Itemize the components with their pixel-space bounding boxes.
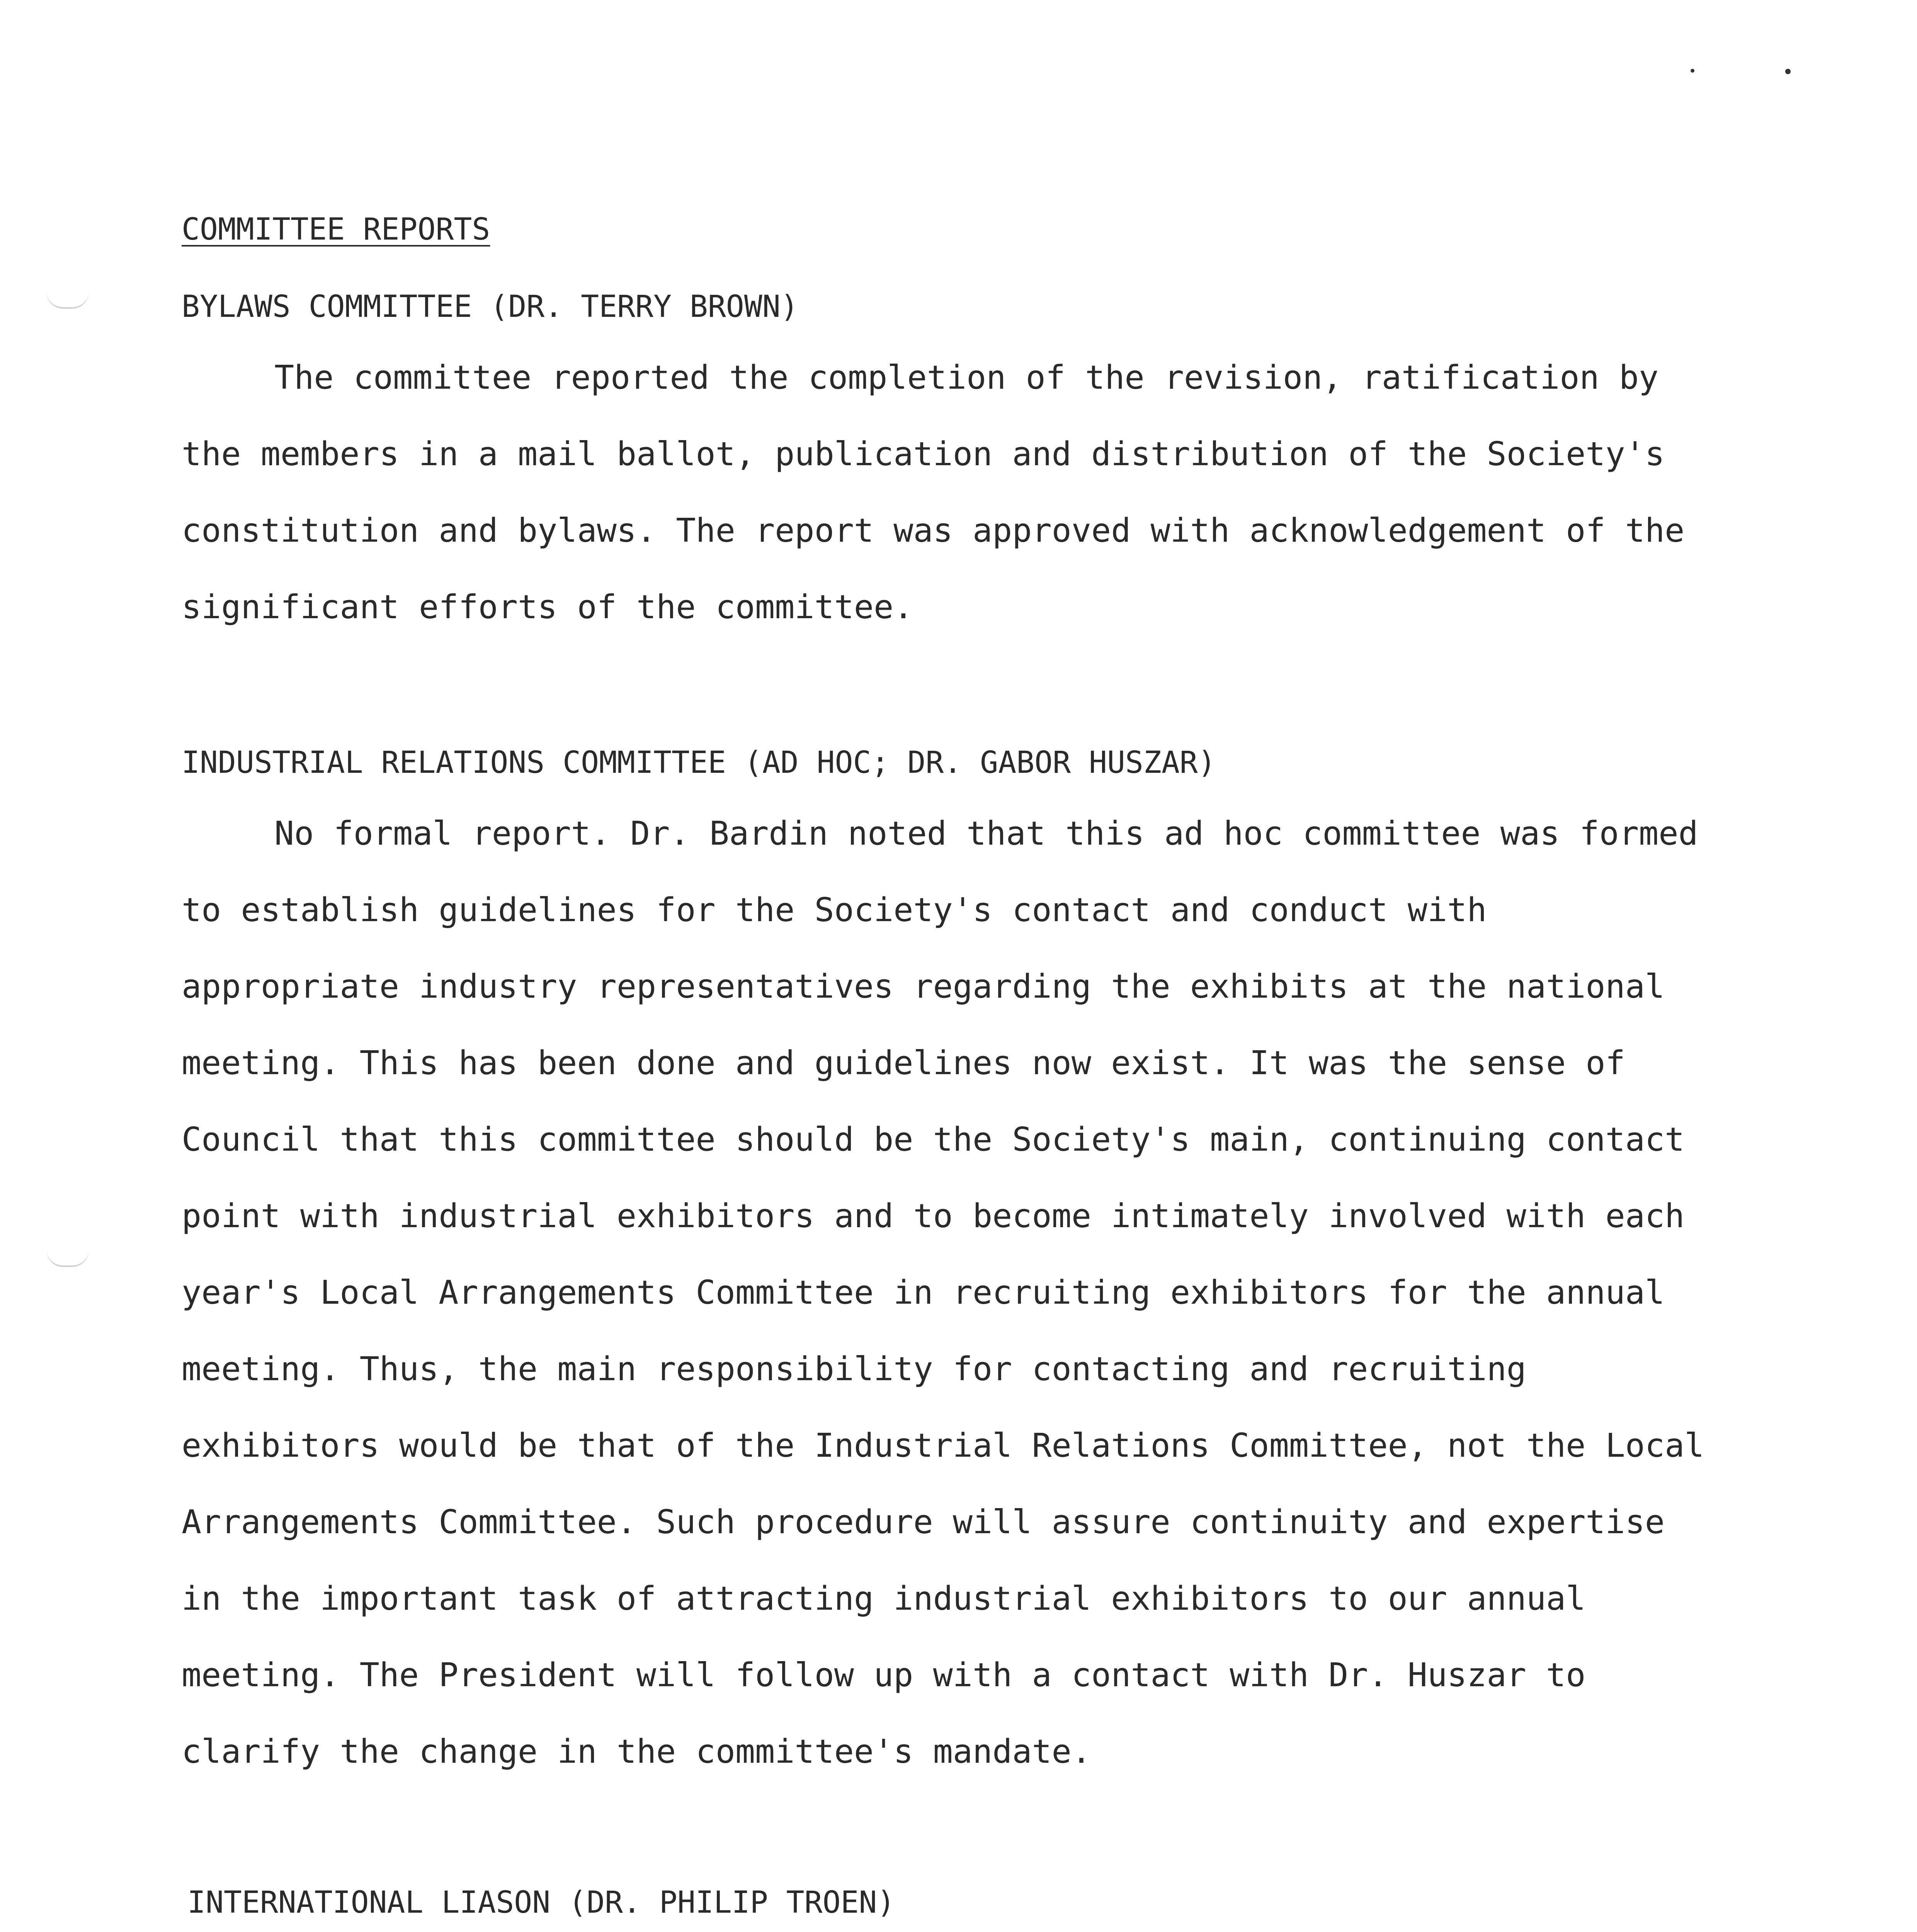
industrial-line: No formal report. Dr. Bardin noted that this ad hoc committee was formed: [274, 815, 1698, 853]
industrial-line: in the important task of attracting industrial exhibitors to our annual: [182, 1580, 1586, 1618]
industrial-line: meeting. The President will follow up with a contact with Dr. Huszar to: [182, 1656, 1586, 1694]
section-title: COMMITTEE REPORTS: [182, 212, 490, 247]
bylaws-line: constitution and bylaws. The report was approved with acknowledgement of the: [182, 512, 1685, 550]
bylaws-line: significant efforts of the committee.: [182, 588, 913, 626]
industrial-line: point with industrial exhibitors and to become intimately involved with each: [182, 1197, 1685, 1235]
scan-speck: [1785, 69, 1791, 74]
industrial-line: year's Local Arrangements Committee in recruiting exhibitors for the annual: [182, 1274, 1665, 1312]
industrial-line: to establish guidelines for the Society's contact and conduct with: [182, 891, 1487, 929]
industrial-line: meeting. Thus, the main responsibility for contacting and recruiting: [182, 1350, 1526, 1388]
industrial-line: Arrangements Committee. Such procedure will assure continuity and expertise: [182, 1503, 1665, 1541]
scan-speck: [1691, 69, 1694, 73]
punch-hole-mark: [46, 1250, 89, 1267]
industrial-line: clarify the change in the committee's mandate.: [182, 1733, 1092, 1771]
industrial-heading: INDUSTRIAL RELATIONS COMMITTEE (AD HOC; DR. GABOR HUSZAR): [182, 745, 1216, 780]
bylaws-line: the members in a mail ballot, publication and distribution of the Society's: [182, 435, 1665, 473]
bylaws-line: The committee reported the completion of the revision, ratification by: [274, 359, 1659, 397]
industrial-line: meeting. This has been done and guidelines now exist. It was the sense of: [182, 1044, 1625, 1082]
industrial-line: Council that this committee should be the Society's main, continuing contact: [182, 1121, 1685, 1159]
bylaws-heading: BYLAWS COMMITTEE (DR. TERRY BROWN): [182, 289, 799, 324]
international-heading: INTERNATIONAL LIASON (DR. PHILIP TROEN): [187, 1885, 895, 1920]
industrial-line: appropriate industry representatives regarding the exhibits at the national: [182, 968, 1665, 1006]
industrial-line: exhibitors would be that of the Industrial Relations Committee, not the Local: [182, 1427, 1704, 1465]
punch-hole-mark: [46, 292, 89, 309]
